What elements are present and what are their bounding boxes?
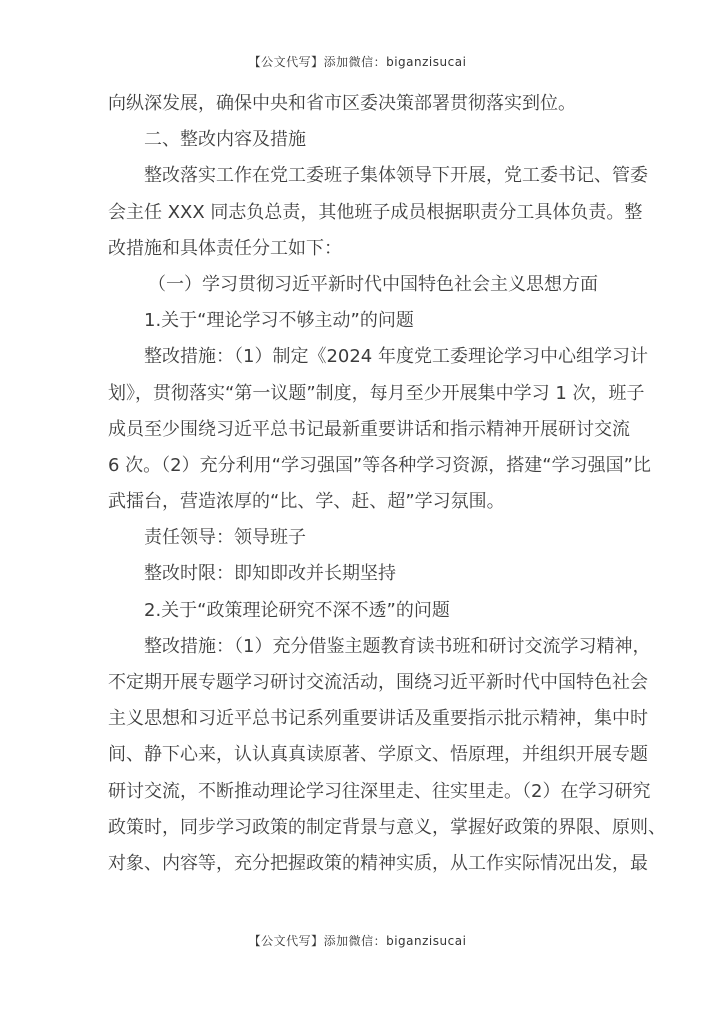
page-header: 【公文代写】添加微信：biganzisucai	[248, 55, 467, 69]
item-heading: 2.关于“政策理论研究不深不透”的问题	[144, 599, 450, 621]
body-line: 改措施和具体责任分工如下：	[108, 237, 342, 259]
section-heading: 二、整改内容及措施	[144, 129, 306, 151]
body-line: 6 次。（2）充分利用“学习强国”等各种学习资源，搭建“学习强国”比	[108, 454, 651, 476]
body-line: 整改措施：（1）充分借鉴主题教育读书班和研讨交流学习精神，	[144, 635, 651, 657]
body-line: 研讨交流，不断推动理论学习往深里走、往实里走。（2）在学习研究	[108, 780, 651, 802]
item-heading: 1.关于“理论学习不够主动”的问题	[144, 310, 414, 332]
deadline: 整改时限：即知即改并长期坚持	[144, 563, 396, 585]
body-line: 不定期开展专题学习研讨交流活动，围绕习近平新时代中国特色社会	[108, 672, 648, 693]
page-footer: 【公文代写】添加微信：biganzisucai	[248, 934, 467, 948]
responsible-leader: 责任领导：领导班子	[144, 527, 306, 549]
body-line: 整改措施：（1）制定《2024 年度党工委理论学习中心组学习计	[144, 346, 648, 368]
body-line: 整改落实工作在党工委班子集体领导下开展，党工委书记、管委	[144, 165, 648, 187]
subsection-heading: （一）学习贯彻习近平新时代中国特色社会主义思想方面	[148, 273, 598, 295]
body-line: 主义思想和习近平总书记系列重要讲话及重要指示批示精神，集中时	[108, 708, 648, 730]
body-line: 政策时，同步学习政策的制定背景与意义，掌握好政策的界限、原则、	[108, 816, 666, 838]
document-body	[108, 86, 666, 882]
body-line: 对象、内容等，充分把握政策的精神实质，从工作实际情况出发，最	[108, 852, 648, 874]
body-line: 划》，贯彻落实“第一议题”制度，每月至少开展集中学习 1 次，班子	[108, 382, 645, 404]
body-line: 武擂台，营造浓厚的“比、学、赶、超”学习氛围。	[108, 491, 505, 513]
body-line: 间、静下心来，认认真真读原著、学原文、悟原理，并组织开展专题	[108, 744, 648, 766]
body-line: 向纵深发展，确保中央和省市区委决策部署贯彻落实到位。	[108, 93, 576, 114]
body-line: 会主任 XXX 同志负总责，其他班子成员根据职责分工具体负责。整	[108, 201, 643, 223]
body-line: 成员至少围绕习近平总书记最新重要讲话和指示精神开展研讨交流	[108, 418, 630, 440]
